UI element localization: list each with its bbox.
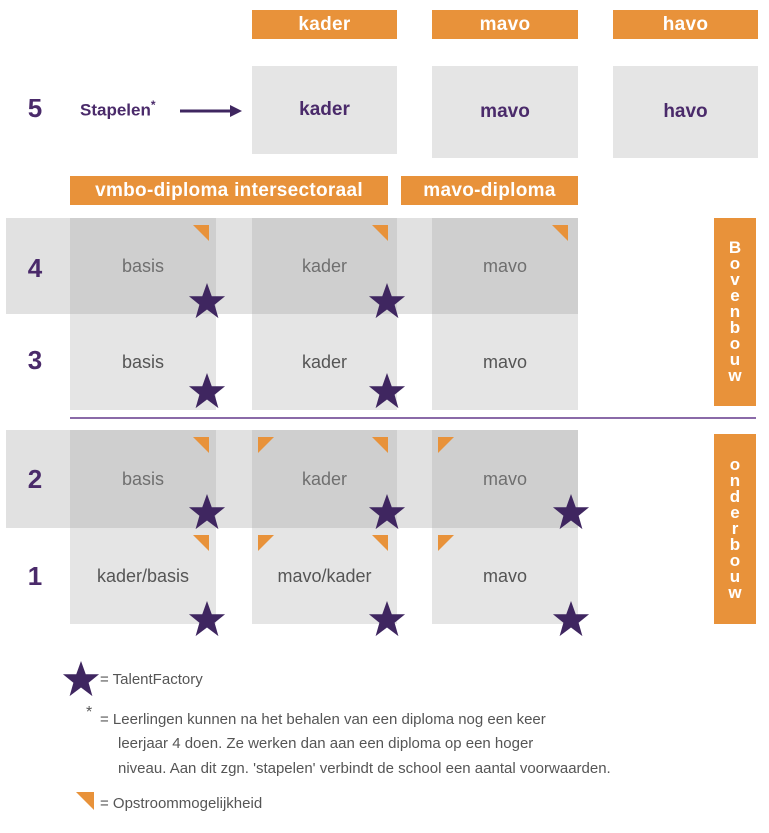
opstroom-icon [193,225,209,241]
legend-note-line3: niveau. Aan dit zgn. 'stapelen' verbindt de school een aantal voorwaarden. [118,760,611,777]
year-5-label: 5 [27,93,43,123]
talentfactory-star-icon [368,493,406,531]
opstroom-icon [438,535,454,551]
opstroom-icon [372,437,388,453]
row4-kader-box: kader [252,218,397,314]
year-1-label: 1 [27,561,43,591]
header-havo: havo [613,10,758,39]
legend-asterisk: * [86,704,93,721]
legend-note-line2: leerjaar 4 doen. Ze werken dan aan een diploma op een hoger [118,735,534,752]
stapelen-arrow-icon [180,104,242,118]
row3-mavo-box: mavo [432,314,578,410]
header-mavo: mavo [432,10,578,39]
opstroom-icon [258,437,274,453]
vertical-letter: b [729,535,741,554]
talentfactory-star-icon [552,600,590,638]
stapelen-label [80,98,156,121]
row5-kader-box: kader [252,66,397,154]
row1-kaderbasis-box: kader/basis [70,528,216,624]
vertical-letter: B [728,238,742,257]
bovenbouw-onderbouw-divider [70,417,756,419]
talentfactory-star-icon [368,282,406,320]
opstroom-icon [438,437,454,453]
row5-mavo-box: mavo [432,66,578,158]
legend-talentfactory: = TalentFactory [100,671,203,688]
opstroom-icon [193,437,209,453]
vertical-letter: n [729,302,741,321]
vertical-letter: o [729,334,741,353]
row3-kader-box: kader [252,314,397,410]
opstroom-icon [258,535,274,551]
vertical-letter: r [731,519,739,538]
vertical-letter: w [728,366,742,385]
row5-havo-box: havo [613,66,758,158]
opstroom-icon [372,225,388,241]
vertical-letter: o [729,551,741,570]
talentfactory-star-icon [552,493,590,531]
opstroom-icon [552,225,568,241]
header-kader: kader [252,10,397,39]
year-2-label: 2 [27,464,43,494]
legend-note-line1: = Leerlingen kunnen na het behalen van een diploma nog een keer [100,711,546,728]
legend-star-icon [62,660,100,698]
onderbouw-label [714,434,756,624]
row2-basis-box: basis [70,430,216,528]
vertical-letter: d [729,487,741,506]
row2-kader-box: kader [252,430,397,528]
opstroom-icon [372,535,388,551]
vertical-letter: o [729,455,741,474]
vertical-letter: w [728,583,742,602]
vertical-letter: o [729,254,741,273]
legend-opstroom-icon [76,792,94,810]
stapelen-text: Stapelen [80,100,151,120]
year-4-label: 4 [27,253,43,283]
header-mavo-diploma: mavo-diploma [401,176,578,205]
talentfactory-star-icon [188,372,226,410]
vertical-letter: e [730,503,740,522]
year2-band [6,430,578,528]
row3-basis-box: basis [70,314,216,410]
vertical-letter: b [729,318,741,337]
bovenbouw-label [714,218,756,406]
vertical-letter: u [729,567,741,586]
talentfactory-star-icon [368,600,406,638]
talentfactory-star-icon [188,600,226,638]
opstroom-icon [193,535,209,551]
vertical-letter: n [729,471,741,490]
row4-mavo-box: mavo [432,218,578,314]
talentfactory-star-icon [188,282,226,320]
row1-mavo-box: mavo [432,528,578,624]
header-vmbo-diploma: vmbo-diploma intersectoraal [70,176,388,205]
vertical-letter: v [730,270,740,289]
legend-opstroom: = Opstroommogelijkheid [100,795,263,812]
stapelen-asterisk: * [150,98,156,112]
row4-basis-box: basis [70,218,216,314]
year4-band [6,218,578,314]
row2-mavo-box: mavo [432,430,578,528]
row1-mavokader-box: mavo/kader [252,528,397,624]
talentfactory-star-icon [188,493,226,531]
talentfactory-star-icon [368,372,406,410]
vertical-letter: e [730,286,740,305]
year-3-label: 3 [27,345,43,375]
vertical-letter: u [729,350,741,369]
